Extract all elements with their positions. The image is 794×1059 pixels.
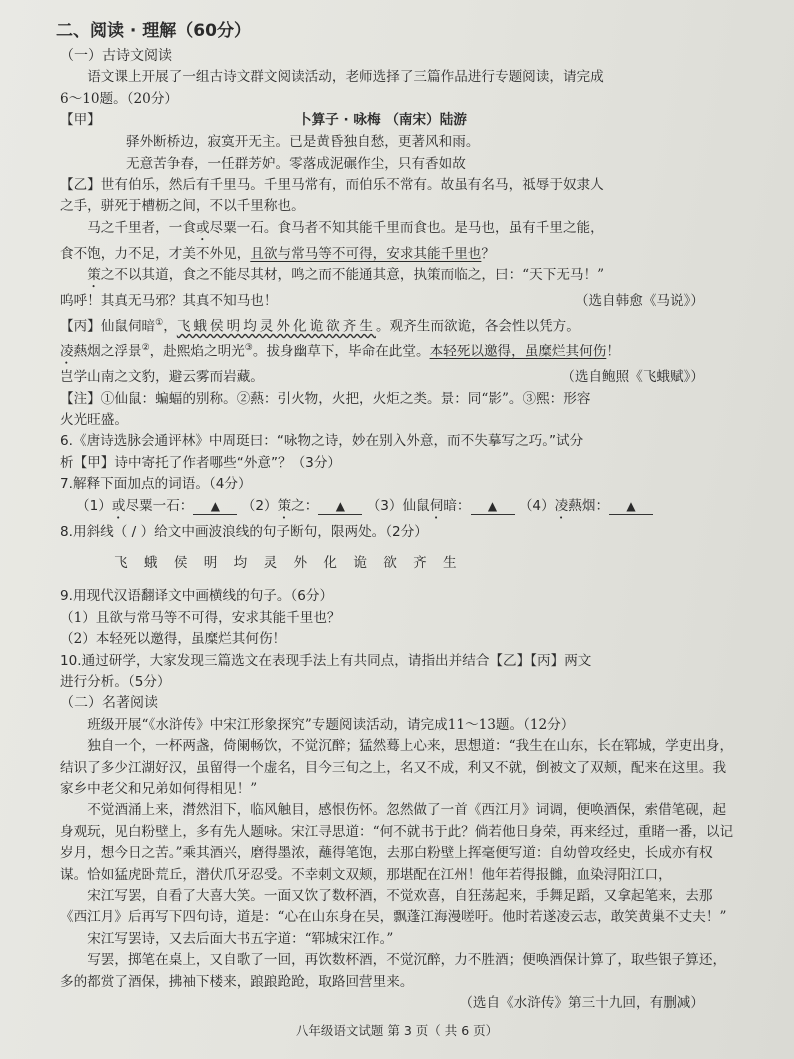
jia-tag: 【甲】 bbox=[60, 112, 101, 129]
yi-para-3-line-2: 呜呼！其真无马邪？其真不知马也！ （选自韩愈《马说》） bbox=[60, 291, 734, 312]
dotted-word: 或 bbox=[195, 219, 210, 236]
section-title: 二、阅读 · 理解（60分） bbox=[56, 21, 251, 41]
answer-blank[interactable]: ▲ bbox=[609, 498, 653, 515]
page-footer: 八年级语文试题 第 3 页（ 共 6 页） bbox=[295, 1022, 499, 1038]
poem-line-1: 驿外断桥边，寂寞开无主。已是黄昏独自愁，更著风和雨。 bbox=[126, 134, 480, 151]
q7-items: （1）或尽粟一石： ▲ （2）策之： ▲ （3）仙鼠伺暗： ▲ （4）凌爇烟： ▲ bbox=[60, 496, 734, 522]
note-line-2: 火光旺盛。 bbox=[60, 411, 128, 428]
q8: 8.用斜线（ / ）给文中画波浪线的句子断句，限两处。（2分） bbox=[60, 523, 428, 540]
bing-line-3: 岂学山南之文豹，避云雾而岩藏。 （选自鲍照《飞蛾赋》） bbox=[60, 367, 734, 388]
q7: 7.解释下面加点的词语。（4分） bbox=[60, 476, 252, 493]
part2-intro: 班级开展“《水浒传》中宋江形象探究”专题阅读活动，请完成11～13题。（12分） bbox=[87, 716, 575, 733]
bing-source: （选自鲍照《飞蛾赋》） bbox=[561, 369, 704, 386]
part1-title: （一）古诗文阅读 bbox=[60, 48, 172, 64]
jia-header bbox=[60, 110, 734, 132]
yi-para-3-line-1: 策之不以其道，食之不能尽其材，鸣之而不能通其意，执策而临之，曰：“天下无马！” bbox=[87, 267, 605, 284]
novel-para-3: 宋江写罢，自看了大喜大笑。一面又饮了数杯酒，不觉欢喜，自狂荡起来，手舞足蹈，又拿起笔来，去那《西江月》后再写下四句诗，道是：“心在山东身在吴，飘蓬江海漫嗟吁。他时若遂凌云志，敢笑黄巢不丈夫！” bbox=[60, 888, 727, 926]
q6-line-1: 6.《唐诗选脉会通评林》中周珽曰：“咏物之诗，妙在别入外意，而不失摹写之巧。”试分 bbox=[60, 433, 584, 450]
q9: 9.用现代汉语翻译文中画横线的句子。（6分） bbox=[60, 588, 334, 605]
dotted-word: 策 bbox=[87, 267, 101, 284]
q8-sentence: 飞 蛾 侯 明 均 灵 外 化 诡 欲 齐 生 bbox=[114, 554, 463, 571]
answer-blank[interactable]: ▲ bbox=[318, 498, 362, 515]
note-line-1: 【注】①仙鼠：蝙蝠的别称。②爇：引火物，火把，火炬之类。景：同“影”。③熙：形容 bbox=[60, 390, 591, 407]
answer-blank[interactable]: ▲ bbox=[471, 498, 515, 515]
q9-1: （1）且欲与常马等不可得，安求其能千里也？ bbox=[60, 609, 341, 626]
q10-line-1: 10.通过研学，大家发现三篇选文在表现手法上有共同点，请指出并结合【乙】【丙】两文 bbox=[60, 652, 592, 669]
q10-line-2: 进行分析。（5分） bbox=[60, 674, 171, 690]
novel-para-5: 写罢，掷笔在桌上，又自歌了一回，再饮数杯酒，不觉沉醉，力不胜酒；便唤酒保计算了，取些银子算还，多的都赏了酒保，拂袖下楼来，踉踉跄跄，取路回营里来。 bbox=[60, 952, 727, 990]
poem-title: 卜算子 · 咏梅 （南宋）陆游 bbox=[298, 112, 467, 129]
yi-para-2-line-2: 食不饱，力不足，才美不外见，且欲与常马等不可得，安求其能千里也？ bbox=[60, 245, 495, 262]
intro-line-1: 语文课上开展了一组古诗文群文阅读活动，老师选择了三篇作品进行专题阅读，请完成 bbox=[87, 69, 604, 86]
part2-title: （二）名著阅读 bbox=[60, 695, 158, 712]
yi-source: （选自韩愈《马说》） bbox=[574, 293, 704, 310]
bing-line-1: 【丙】仙鼠伺暗①，飞蛾侯明均灵外化诡欲齐生。观齐生而欲诡，各会性以凭方。 bbox=[60, 317, 580, 335]
novel-para-2: 不觉酒涌上来，潸然泪下，临风触目，感恨伤怀。忽然做了一首《西江月》词调，便唤酒保，索借笔砚，起身观玩，见白粉壁上，多有先人题咏。宋江寻思道：“何不就书于此？倘若他日身荣，再来经过，重睹一番，以记岁月，想今日之苦。”乘其酒兴，磨得墨浓，蘸得笔饱，去那白粉壁上挥毫便写道：自幼曾攻经史，长成亦有权谋。恰如猛虎卧荒丘，潜伏爪牙忍受。不幸刺文双颊，那堪配在江州！他年若得报雠，血染浔阳江口， bbox=[60, 802, 734, 883]
poem-line-2: 无意苦争春，一任群芳妒。零落成泥碾作尘，只有香如故 bbox=[126, 155, 466, 172]
dotted-word: 凌 bbox=[60, 343, 74, 360]
yi-para-1-line-1: 【乙】世有伯乐，然后有千里马。千里马常有，而伯乐不常有。故虽有名马，祗辱于奴隶人 bbox=[60, 177, 604, 194]
answer-blank[interactable]: ▲ bbox=[193, 498, 237, 515]
yi-para-2-line-1: 马之千里者，一食或尽粟一石。食马者不知其能千里而食也。是马也，虽有千里之能， bbox=[87, 219, 604, 236]
wavy-sentence: 飞蛾侯明均灵外化诡欲齐生 bbox=[176, 318, 376, 335]
underlined-sentence: 且欲与常马等不可得，安求其能千里也 bbox=[250, 245, 482, 262]
yi-para-1-line-2: 之手，骈死于槽枥之间，不以千里称也。 bbox=[60, 198, 305, 215]
underlined-sentence: 本轻死以邀得，虽糜烂其何伤 bbox=[429, 343, 607, 360]
novel-para-4: 宋江写罢诗，又去后面大书五字道：“郓城宋江作。” bbox=[87, 930, 394, 947]
novel-para-1: 独自一个，一杯两盏，倚阑畅饮，不觉沉醉；猛然蓦上心来，思想道：“我生在山东，长在郓城，学吏出身，结识了多少江湖好汉，虽留得一个虚名，目今三旬之上，名又不成，利又不就，倒被文了双颊，配来在这里。我家乡中老父和兄弟如何得相见！” bbox=[60, 738, 734, 798]
bing-line-2: 凌爇烟之浮景②，赴熙焰之明光③。拔身幽草下，毕命在此堂。本轻死以邀得，虽糜烂其何伤！ bbox=[60, 342, 620, 360]
q9-2: （2）本轻死以邀得，虽糜烂其何伤！ bbox=[60, 631, 287, 648]
q6-line-2: 析【甲】诗中寄托了作者哪些“外意”？（3分） bbox=[60, 454, 342, 471]
intro-line-2: 6～10题。（20分） bbox=[60, 90, 179, 107]
novel-source: （选自《水浒传》第三十九回，有删减） bbox=[459, 995, 704, 1012]
